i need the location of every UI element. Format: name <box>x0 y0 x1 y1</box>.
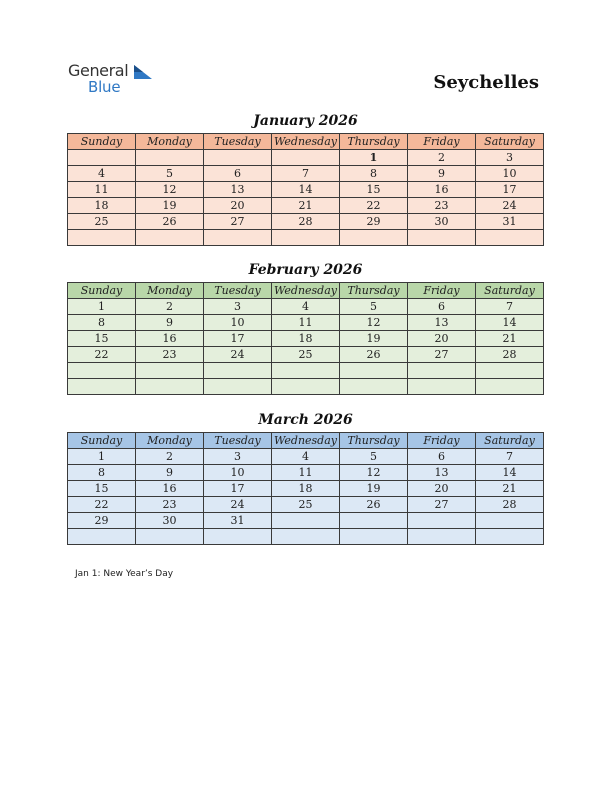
day-cell: 5 <box>340 449 408 465</box>
empty-day-cell <box>408 529 476 545</box>
day-cell: 12 <box>340 465 408 481</box>
day-cell: 11 <box>272 465 340 481</box>
week-row <box>68 465 544 481</box>
day-cell: 9 <box>408 166 476 182</box>
empty-day-cell <box>340 230 408 246</box>
day-cell: 10 <box>204 465 272 481</box>
day-cell: 27 <box>204 214 272 230</box>
empty-day-cell <box>272 150 340 166</box>
empty-day-cell <box>204 230 272 246</box>
day-cell: 23 <box>136 347 204 363</box>
day-cell: 29 <box>68 513 136 529</box>
holiday-day-cell: 1 <box>340 150 408 166</box>
weekday-header-saturday: Saturday <box>476 134 544 150</box>
week-row <box>68 481 544 497</box>
weekday-header-tuesday: Tuesday <box>204 433 272 449</box>
day-cell: 13 <box>408 465 476 481</box>
day-cell: 28 <box>476 497 544 513</box>
day-cell: 30 <box>408 214 476 230</box>
empty-day-cell <box>136 230 204 246</box>
weekday-header-monday: Monday <box>136 283 204 299</box>
day-cell: 10 <box>476 166 544 182</box>
day-cell: 22 <box>68 347 136 363</box>
day-cell: 26 <box>136 214 204 230</box>
day-cell: 11 <box>272 315 340 331</box>
weekday-header-row <box>68 134 544 150</box>
empty-day-cell <box>408 363 476 379</box>
day-cell: 3 <box>204 299 272 315</box>
weekday-header-row <box>68 433 544 449</box>
day-cell: 12 <box>340 315 408 331</box>
empty-day-cell <box>68 529 136 545</box>
day-cell: 15 <box>340 182 408 198</box>
week-row <box>68 529 544 545</box>
weekday-header-wednesday: Wednesday <box>272 433 340 449</box>
day-cell: 17 <box>204 481 272 497</box>
week-row <box>68 230 544 246</box>
empty-day-cell <box>476 363 544 379</box>
empty-day-cell <box>340 529 408 545</box>
day-cell: 6 <box>408 449 476 465</box>
day-cell: 2 <box>136 449 204 465</box>
weekday-header-saturday: Saturday <box>476 283 544 299</box>
week-row <box>68 331 544 347</box>
day-cell: 21 <box>476 481 544 497</box>
day-cell: 28 <box>272 214 340 230</box>
empty-day-cell <box>476 513 544 529</box>
day-cell: 11 <box>68 182 136 198</box>
day-cell: 3 <box>476 150 544 166</box>
weekday-header-wednesday: Wednesday <box>272 134 340 150</box>
day-cell: 14 <box>476 315 544 331</box>
day-cell: 21 <box>272 198 340 214</box>
day-cell: 14 <box>272 182 340 198</box>
day-cell: 9 <box>136 465 204 481</box>
weekday-header-thursday: Thursday <box>340 134 408 150</box>
day-cell: 5 <box>136 166 204 182</box>
day-cell: 24 <box>204 347 272 363</box>
general-blue-logo <box>68 60 168 96</box>
empty-day-cell <box>68 230 136 246</box>
day-cell: 22 <box>340 198 408 214</box>
day-cell: 31 <box>204 513 272 529</box>
country-title: Seychelles <box>433 72 539 93</box>
empty-day-cell <box>272 513 340 529</box>
logo-text-blue: Blue <box>88 78 121 96</box>
empty-day-cell <box>204 363 272 379</box>
day-cell: 13 <box>408 315 476 331</box>
day-cell: 14 <box>476 465 544 481</box>
logo-triangle-icon <box>134 65 152 79</box>
week-row <box>68 449 544 465</box>
day-cell: 23 <box>136 497 204 513</box>
day-cell: 8 <box>68 315 136 331</box>
day-cell: 4 <box>68 166 136 182</box>
weekday-header-monday: Monday <box>136 433 204 449</box>
day-cell: 8 <box>68 465 136 481</box>
empty-day-cell <box>272 529 340 545</box>
month-title-march: March 2026 <box>258 412 353 428</box>
month-title-february: February 2026 <box>248 262 363 278</box>
day-cell: 20 <box>408 331 476 347</box>
weekday-header-sunday: Sunday <box>68 433 136 449</box>
day-cell: 18 <box>68 198 136 214</box>
day-cell: 1 <box>68 299 136 315</box>
empty-day-cell <box>136 379 204 395</box>
day-cell: 26 <box>340 347 408 363</box>
week-row <box>68 166 544 182</box>
day-cell: 17 <box>204 331 272 347</box>
day-cell: 10 <box>204 315 272 331</box>
week-row <box>68 214 544 230</box>
day-cell: 5 <box>340 299 408 315</box>
holiday-note: Jan 1: New Year’s Day <box>75 569 174 579</box>
day-cell: 2 <box>408 150 476 166</box>
day-cell: 12 <box>136 182 204 198</box>
day-cell: 15 <box>68 481 136 497</box>
empty-day-cell <box>136 363 204 379</box>
day-cell: 28 <box>476 347 544 363</box>
day-cell: 31 <box>476 214 544 230</box>
week-row <box>68 513 544 529</box>
day-cell: 22 <box>68 497 136 513</box>
day-cell: 27 <box>408 497 476 513</box>
day-cell: 24 <box>476 198 544 214</box>
week-row <box>68 150 544 166</box>
empty-day-cell <box>340 379 408 395</box>
day-cell: 25 <box>272 497 340 513</box>
empty-day-cell <box>272 363 340 379</box>
day-cell: 4 <box>272 449 340 465</box>
day-cell: 19 <box>340 331 408 347</box>
empty-day-cell <box>408 513 476 529</box>
day-cell: 29 <box>340 214 408 230</box>
day-cell: 4 <box>272 299 340 315</box>
day-cell: 27 <box>408 347 476 363</box>
day-cell: 20 <box>408 481 476 497</box>
empty-day-cell <box>476 529 544 545</box>
weekday-header-thursday: Thursday <box>340 283 408 299</box>
empty-day-cell <box>68 363 136 379</box>
weekday-header-thursday: Thursday <box>340 433 408 449</box>
weekday-header-sunday: Sunday <box>68 134 136 150</box>
day-cell: 30 <box>136 513 204 529</box>
empty-day-cell <box>476 230 544 246</box>
day-cell: 21 <box>476 331 544 347</box>
logo-text-general: General <box>68 61 129 80</box>
weekday-header-wednesday: Wednesday <box>272 283 340 299</box>
empty-day-cell <box>204 150 272 166</box>
weekday-header-sunday: Sunday <box>68 283 136 299</box>
week-row <box>68 198 544 214</box>
day-cell: 15 <box>68 331 136 347</box>
day-cell: 18 <box>272 331 340 347</box>
week-row <box>68 497 544 513</box>
day-cell: 13 <box>204 182 272 198</box>
empty-day-cell <box>272 379 340 395</box>
day-cell: 1 <box>68 449 136 465</box>
day-cell: 6 <box>408 299 476 315</box>
week-row <box>68 347 544 363</box>
calendar-february <box>67 282 544 395</box>
day-cell: 25 <box>272 347 340 363</box>
day-cell: 8 <box>340 166 408 182</box>
day-cell: 3 <box>204 449 272 465</box>
weekday-header-friday: Friday <box>408 433 476 449</box>
week-row <box>68 182 544 198</box>
empty-day-cell <box>136 529 204 545</box>
weekday-header-friday: Friday <box>408 283 476 299</box>
weekday-header-friday: Friday <box>408 134 476 150</box>
day-cell: 18 <box>272 481 340 497</box>
month-title-january: January 2026 <box>253 113 358 129</box>
holiday-notes <box>75 569 173 579</box>
week-row <box>68 299 544 315</box>
weekday-header-monday: Monday <box>136 134 204 150</box>
day-cell: 16 <box>136 481 204 497</box>
day-cell: 19 <box>136 198 204 214</box>
empty-day-cell <box>136 150 204 166</box>
week-row <box>68 315 544 331</box>
day-cell: 9 <box>136 315 204 331</box>
empty-day-cell <box>68 150 136 166</box>
calendar-march <box>67 432 544 545</box>
empty-day-cell <box>68 379 136 395</box>
day-cell: 26 <box>340 497 408 513</box>
weekday-header-tuesday: Tuesday <box>204 283 272 299</box>
calendar-january <box>67 133 544 246</box>
empty-day-cell <box>408 230 476 246</box>
empty-day-cell <box>272 230 340 246</box>
day-cell: 7 <box>476 299 544 315</box>
empty-day-cell <box>204 529 272 545</box>
empty-day-cell <box>204 379 272 395</box>
empty-day-cell <box>408 379 476 395</box>
empty-day-cell <box>476 379 544 395</box>
weekday-header-tuesday: Tuesday <box>204 134 272 150</box>
day-cell: 20 <box>204 198 272 214</box>
day-cell: 23 <box>408 198 476 214</box>
day-cell: 7 <box>272 166 340 182</box>
empty-day-cell <box>340 363 408 379</box>
day-cell: 17 <box>476 182 544 198</box>
day-cell: 2 <box>136 299 204 315</box>
weekday-header-row <box>68 283 544 299</box>
day-cell: 19 <box>340 481 408 497</box>
weekday-header-saturday: Saturday <box>476 433 544 449</box>
day-cell: 16 <box>408 182 476 198</box>
day-cell: 7 <box>476 449 544 465</box>
day-cell: 25 <box>68 214 136 230</box>
week-row <box>68 379 544 395</box>
week-row <box>68 363 544 379</box>
day-cell: 6 <box>204 166 272 182</box>
day-cell: 16 <box>136 331 204 347</box>
day-cell: 24 <box>204 497 272 513</box>
empty-day-cell <box>340 513 408 529</box>
